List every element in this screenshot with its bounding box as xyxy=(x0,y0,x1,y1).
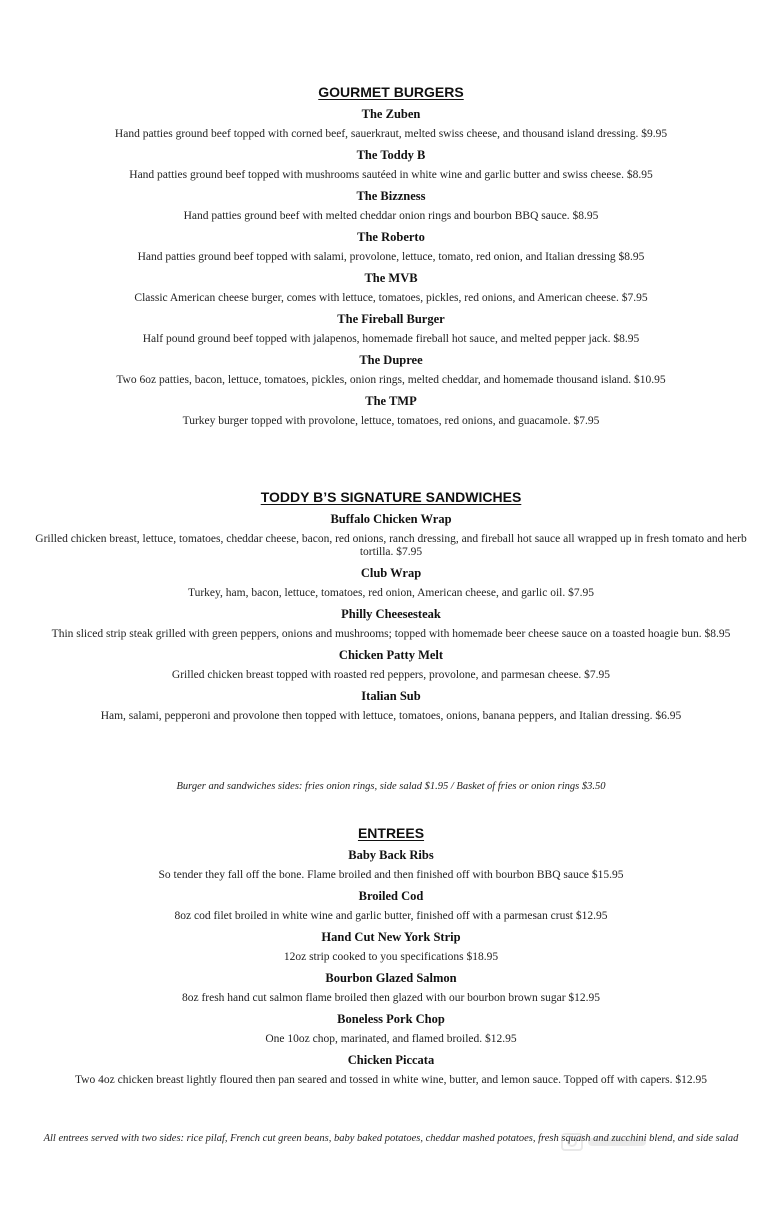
menu-item xyxy=(0,970,782,1005)
item-name: The Toddy B xyxy=(356,148,426,162)
item-name: The Dupree xyxy=(359,353,423,367)
section-title-entrees: ENTREES xyxy=(357,825,425,841)
item-name: The Bizzness xyxy=(356,189,426,203)
menu-item xyxy=(0,929,782,964)
menu-item xyxy=(0,270,782,305)
menu-item xyxy=(0,606,782,641)
item-name: Boneless Pork Chop xyxy=(337,1012,445,1026)
menu-item xyxy=(0,229,782,264)
sides-note-entrees: All entrees served with two sides: rice pilaf, French cut green beans, baby baked potatoes, cheddar mashed potatoes, fresh squash and zucchini blend, and side salad xyxy=(43,1133,739,1144)
sides-note-sandwiches: Burger and sandwiches sides: fries onion rings, side salad $1.95 / Basket of fries or onion rings $3.50 xyxy=(176,781,606,792)
item-name: Italian Sub xyxy=(361,689,421,703)
menu-item xyxy=(0,688,782,723)
item-name: Buffalo Chicken Wrap xyxy=(330,512,452,526)
item-description: Hand patties ground beef with melted cheddar onion rings and bourbon BBQ sauce. $8.95 xyxy=(183,210,599,222)
item-name: Club Wrap xyxy=(360,566,422,580)
menu-item xyxy=(0,565,782,600)
item-name: The MVB xyxy=(364,271,418,285)
item-description: Hand patties ground beef topped with mushrooms sautéed in white wine and garlic butter and swiss cheese. $8.95 xyxy=(129,169,653,181)
item-description: One 10oz chop, marinated, and flamed broiled. $12.95 xyxy=(265,1033,517,1045)
item-description: Turkey, ham, bacon, lettuce, tomatoes, red onion, American cheese, and garlic oil. $7.95 xyxy=(187,587,594,599)
menu-item xyxy=(0,106,782,141)
item-description: Grilled chicken breast, lettuce, tomatoes, cheddar cheese, bacon, red onions, ranch dressing, and fireball hot sauce all wrapped up in fresh tomato and herb tortilla. $7.95 xyxy=(35,533,747,558)
item-name: Bourbon Glazed Salmon xyxy=(325,971,457,985)
section-title-burgers: GOURMET BURGERS xyxy=(318,84,464,100)
item-description: Hand patties ground beef topped with corned beef, sauerkraut, melted swiss cheese, and thousand island dressing. $9.95 xyxy=(114,128,668,140)
section-title-sandwiches: TODDY B’S SIGNATURE SANDWICHES xyxy=(260,489,522,505)
item-name: The Fireball Burger xyxy=(337,312,445,326)
menu-item xyxy=(0,847,782,882)
item-description: Two 6oz patties, bacon, lettuce, tomatoes, pickles, onion rings, melted cheddar, and homemade thousand island. $10.95 xyxy=(116,374,666,386)
menu-item xyxy=(0,647,782,682)
menu-item xyxy=(0,1052,782,1087)
menu-item xyxy=(0,1011,782,1046)
item-name: Hand Cut New York Strip xyxy=(321,930,461,944)
item-name: Broiled Cod xyxy=(358,889,424,903)
menu-item xyxy=(0,393,782,428)
menu-item xyxy=(0,888,782,923)
item-name: The Roberto xyxy=(357,230,425,244)
menu-item xyxy=(0,147,782,182)
watermark-icon xyxy=(560,1129,650,1155)
item-description: 8oz fresh hand cut salmon flame broiled then glazed with our bourbon brown sugar $12.95 xyxy=(181,992,601,1004)
menu-item xyxy=(0,352,782,387)
item-description: Two 4oz chicken breast lightly floured then pan seared and tossed in white wine, butter, and lemon sauce. Topped off with capers. $12.95 xyxy=(74,1074,708,1086)
item-description: So tender they fall off the bone. Flame broiled and then finished off with bourbon BBQ sauce $15.95 xyxy=(158,869,624,881)
item-description: 12oz strip cooked to you specifications $18.95 xyxy=(283,951,499,963)
item-description: Thin sliced strip steak grilled with green peppers, onions and mushrooms; topped with homemade beer cheese sauce on a toasted hoagie bun. $8.95 xyxy=(51,628,731,640)
sandwiches-section xyxy=(0,487,782,723)
item-description: Hand patties ground beef topped with salami, provolone, lettuce, tomato, red onion, and Italian dressing $8.95 xyxy=(137,251,645,263)
item-name: The TMP xyxy=(365,394,417,408)
item-description: Grilled chicken breast topped with roasted red peppers, provolone, and parmesan cheese. $7.95 xyxy=(171,669,611,681)
menu-item xyxy=(0,188,782,223)
item-name: The Zuben xyxy=(361,107,421,121)
item-name: Philly Cheesesteak xyxy=(341,607,441,621)
item-description: Classic American cheese burger, comes with lettuce, tomatoes, pickles, red onions, and American cheese. $7.95 xyxy=(134,292,648,304)
entrees-section xyxy=(0,823,782,1087)
burgers-section xyxy=(0,82,782,428)
item-description: Turkey burger topped with provolone, lettuce, tomatoes, red onions, and guacamole. $7.95 xyxy=(182,415,600,427)
menu-item xyxy=(0,311,782,346)
item-description: 8oz cod filet broiled in white wine and garlic butter, finished off with a parmesan crust $12.95 xyxy=(174,910,608,922)
item-description: Ham, salami, pepperoni and provolone then topped with lettuce, tomatoes, onions, banana peppers, and Italian dressing. $6.95 xyxy=(100,710,682,722)
item-name: Chicken Piccata xyxy=(347,1053,435,1067)
item-name: Chicken Patty Melt xyxy=(338,648,444,662)
item-description: Half pound ground beef topped with jalapenos, homemade fireball hot sauce, and melted pepper jack. $8.95 xyxy=(142,333,640,345)
menu-item xyxy=(0,511,782,559)
item-name: Baby Back Ribs xyxy=(348,848,434,862)
